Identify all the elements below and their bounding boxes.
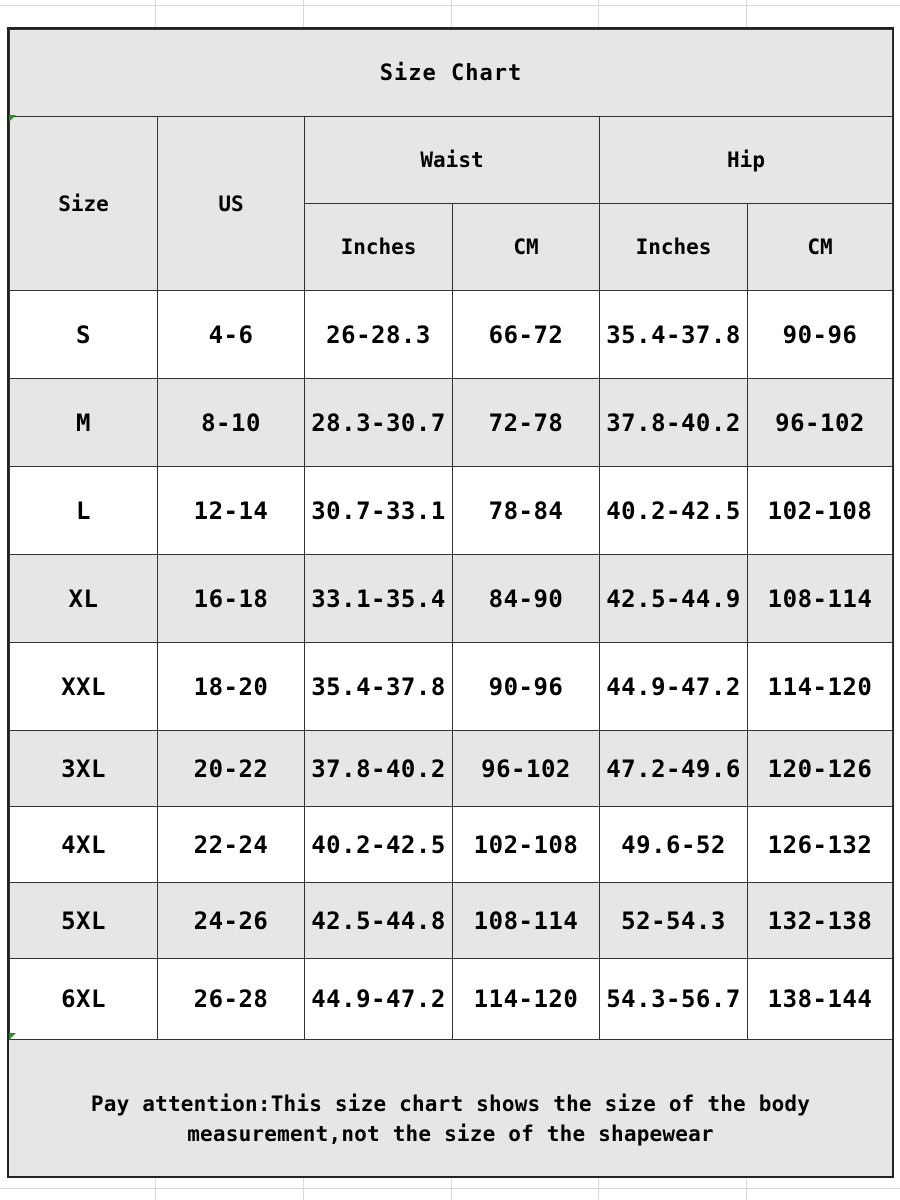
waist-cm-cell: 96-102 — [453, 731, 600, 807]
notice-text — [9, 1089, 892, 1149]
header-row-1 — [10, 117, 893, 204]
table-row — [10, 643, 893, 731]
us-cell: 24-26 — [158, 883, 305, 959]
table-row — [10, 959, 893, 1040]
size-chart — [7, 27, 894, 1178]
hip-inches-cell: 47.2-49.6 — [600, 731, 748, 807]
us-cell: 16-18 — [158, 555, 305, 643]
hip-inches-cell: 54.3-56.7 — [600, 959, 748, 1040]
size-cell: 4XL — [10, 807, 158, 883]
cell-comment-marker — [9, 115, 16, 122]
hip-inches-cell: 49.6-52 — [600, 807, 748, 883]
us-cell: 12-14 — [158, 467, 305, 555]
waist-inches-cell: 33.1-35.4 — [305, 555, 453, 643]
hip-cm-cell: 132-138 — [748, 883, 893, 959]
size-header: Size — [10, 117, 158, 291]
size-cell: XXL — [10, 643, 158, 731]
waist-cm-header: CM — [453, 204, 600, 291]
size-cell: M — [10, 379, 158, 467]
notice-line-2: measurement,not the size of the shapewear — [187, 1122, 714, 1146]
us-cell: 20-22 — [158, 731, 305, 807]
hip-cm-cell: 96-102 — [748, 379, 893, 467]
waist-cm-cell: 108-114 — [453, 883, 600, 959]
size-table — [9, 29, 893, 1040]
hip-inches-cell: 42.5-44.9 — [600, 555, 748, 643]
chart-title: Size Chart — [10, 30, 893, 117]
size-cell: 6XL — [10, 959, 158, 1040]
hip-inches-cell: 52-54.3 — [600, 883, 748, 959]
waist-inches-cell: 30.7-33.1 — [305, 467, 453, 555]
us-cell: 18-20 — [158, 643, 305, 731]
waist-inches-cell: 44.9-47.2 — [305, 959, 453, 1040]
waist-cm-cell: 114-120 — [453, 959, 600, 1040]
title-row — [10, 30, 893, 117]
waist-header: Waist — [305, 117, 600, 204]
waist-inches-cell: 42.5-44.8 — [305, 883, 453, 959]
waist-inches-header: Inches — [305, 204, 453, 291]
hip-cm-cell: 114-120 — [748, 643, 893, 731]
hip-inches-cell: 44.9-47.2 — [600, 643, 748, 731]
table-row — [10, 467, 893, 555]
us-header: US — [158, 117, 305, 291]
hip-inches-cell: 35.4-37.8 — [600, 291, 748, 379]
cell-comment-marker — [9, 1033, 16, 1040]
hip-cm-cell: 138-144 — [748, 959, 893, 1040]
waist-inches-cell: 37.8-40.2 — [305, 731, 453, 807]
size-cell: 5XL — [10, 883, 158, 959]
table-row — [10, 379, 893, 467]
hip-cm-cell: 120-126 — [748, 731, 893, 807]
hip-cm-cell: 108-114 — [748, 555, 893, 643]
us-cell: 4-6 — [158, 291, 305, 379]
waist-cm-cell: 90-96 — [453, 643, 600, 731]
waist-inches-cell: 40.2-42.5 — [305, 807, 453, 883]
waist-inches-cell: 26-28.3 — [305, 291, 453, 379]
waist-cm-cell: 102-108 — [453, 807, 600, 883]
table-row — [10, 807, 893, 883]
waist-cm-cell: 72-78 — [453, 379, 600, 467]
size-cell: S — [10, 291, 158, 379]
waist-cm-cell: 78-84 — [453, 467, 600, 555]
hip-cm-header: CM — [748, 204, 893, 291]
hip-cm-cell: 90-96 — [748, 291, 893, 379]
hip-inches-header: Inches — [600, 204, 748, 291]
notice-line-1: Pay attention:This size chart shows the size of the body — [90, 1092, 811, 1116]
us-cell: 8-10 — [158, 379, 305, 467]
hip-inches-cell: 37.8-40.2 — [600, 379, 748, 467]
waist-inches-cell: 35.4-37.8 — [305, 643, 453, 731]
size-cell: 3XL — [10, 731, 158, 807]
waist-cm-cell: 84-90 — [453, 555, 600, 643]
hip-inches-cell: 40.2-42.5 — [600, 467, 748, 555]
hip-cm-cell: 102-108 — [748, 467, 893, 555]
size-cell: L — [10, 467, 158, 555]
table-row — [10, 555, 893, 643]
hip-header: Hip — [600, 117, 893, 204]
waist-cm-cell: 66-72 — [453, 291, 600, 379]
us-cell: 26-28 — [158, 959, 305, 1040]
size-cell: XL — [10, 555, 158, 643]
table-row — [10, 291, 893, 379]
us-cell: 22-24 — [158, 807, 305, 883]
table-row — [10, 883, 893, 959]
table-row — [10, 731, 893, 807]
hip-cm-cell: 126-132 — [748, 807, 893, 883]
waist-inches-cell: 28.3-30.7 — [305, 379, 453, 467]
